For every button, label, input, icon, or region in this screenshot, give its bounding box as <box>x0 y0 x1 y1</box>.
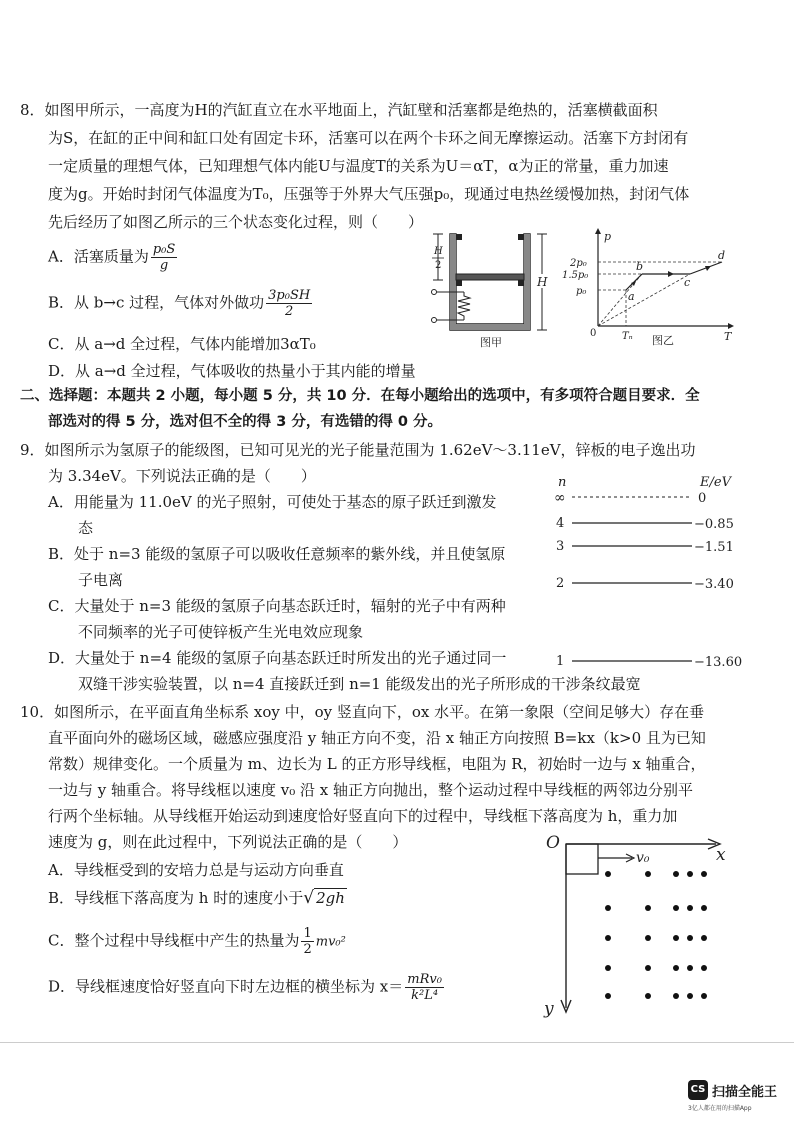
q8-line-3: 一定质量的理想气体，已知理想气体内能U与温度T的关系为U＝αT，α为正的常量，重力加速 <box>48 157 669 175</box>
q9-option-d-line-1: D．大量处于 n=4 能级的氢原子向基态跃迁时所发出的光子通过同一 <box>48 649 507 667</box>
q10-line-1: 10．如图所示，在平面直角坐标系 xoy 中，oy 竖直向下，ox 水平。在第一象限（空间足够大）存在垂 <box>20 703 705 721</box>
q10-line-2: 直平面向外的磁场区域，磁感应强度沿 y 轴正方向不变，沿 x 轴正方向按照 B=kx（k>0 且为已知 <box>48 729 706 747</box>
q10-option-a: A．导线框受到的安培力总是与运动方向垂直 <box>48 861 344 879</box>
level-n-4: 4 <box>556 516 565 531</box>
q10-option-b-text: B．导线框下落高度为 h 时的速度小于 <box>48 889 304 907</box>
q10-option-b <box>48 888 347 908</box>
top-clip-left <box>456 234 462 240</box>
q8-option-b-text: B．从 b→c 过程，气体对外做功 <box>48 293 265 312</box>
q9-line-1: 9．如图所示为氢原子的能级图，已知可见光的光子能量范围为 1.62eV～3.11eV，锌板的电子逸出功 <box>20 441 696 459</box>
level-e-3: −1.51 <box>694 540 734 555</box>
field-dot-icon <box>701 993 707 999</box>
point-d: d <box>718 249 726 262</box>
fraction-denominator: g <box>159 258 169 273</box>
page-bottom-divider <box>0 1042 794 1043</box>
q9-option-a-line-1: A．用能量为 11.0eV 的光子照射，可使处于基态的原子跃迁到激发 <box>48 493 497 511</box>
isochore-c <box>598 274 690 326</box>
level-e-2: −3.40 <box>694 577 734 592</box>
heating-coil-icon <box>458 292 470 320</box>
axis-label-p: p <box>604 230 612 243</box>
field-dot-icon <box>701 871 707 877</box>
terminal-top <box>432 290 437 295</box>
field-dot-icon <box>605 905 611 911</box>
y-label-2p0: 2p₀ <box>570 258 587 269</box>
q9-option-c-line-1: C．大量处于 n=3 能级的氢原子向基态跃迁时，辐射的光子中有两种 <box>48 597 506 615</box>
fraction-numerator: 1 <box>303 926 312 941</box>
field-dot-icon <box>645 965 651 971</box>
fraction-denominator: 2 <box>303 942 312 957</box>
terminal-bottom <box>432 318 437 323</box>
origin-label: 0 <box>590 328 597 339</box>
q8-option-a-text: A．活塞质量为 <box>48 247 149 266</box>
q10-option-d-fraction <box>405 972 444 1003</box>
q10-line-6: 速度为 g，则在此过程中，下列说法正确的是（ ） <box>48 833 408 851</box>
square-wire-frame <box>566 844 598 874</box>
cylinder-left-wall <box>450 234 456 330</box>
field-dot-icon <box>645 905 651 911</box>
level-n-inf: ∞ <box>554 490 566 506</box>
fraction-denominator: 2 <box>285 304 294 319</box>
q8-option-b <box>48 288 314 319</box>
label-half-height-bot: 2 <box>435 260 442 271</box>
point-c: c <box>684 276 691 289</box>
field-dot-icon <box>605 871 611 877</box>
sqrt-icon: √ <box>303 888 315 908</box>
field-dot-icon <box>701 905 707 911</box>
q9-option-d-line-2: 双缝干涉实验装置，以 n=4 直接跃迁到 n=1 能级发出的光子所形成的干涉条纹最宽 <box>78 675 641 693</box>
q8-option-a-fraction <box>151 242 177 273</box>
x-axis-label: x <box>716 845 726 865</box>
field-dot-icon <box>673 871 679 877</box>
figure-jia-cylinder <box>420 228 560 348</box>
piston <box>456 274 524 280</box>
field-dot-icon <box>673 965 679 971</box>
p-axis-arrow-icon <box>595 228 601 234</box>
middle-clip-left <box>456 280 462 286</box>
axis-label-t: T <box>724 330 732 343</box>
arrow-b-c-icon <box>668 271 674 277</box>
fraction-numerator: mRv₀ <box>407 972 442 987</box>
q10-option-c-text: C．整个过程中导线框中产生的热量为 <box>48 931 300 950</box>
section-2-heading-line-1: 二、选择题：本题共 2 小题，每小题 5 分，共 10 分．在每小题给出的选项中，有多项符合题目要求．全 <box>20 388 700 404</box>
y-label-p0: p₀ <box>576 286 587 297</box>
q10-option-d-text: D．导线框速度恰好竖直向下时左边框的横坐标为 x＝ <box>48 977 404 996</box>
q10-option-c-post: mv₀² <box>315 934 346 950</box>
level-n-2: 2 <box>556 576 565 591</box>
field-dot-icon <box>687 965 693 971</box>
q10-magnetic-field-figure <box>540 830 740 1020</box>
field-dot-icon <box>645 993 651 999</box>
camscanner-logo-icon: CS <box>688 1080 708 1100</box>
level-n-3: 3 <box>556 539 565 554</box>
point-a: a <box>628 290 635 303</box>
velocity-label-v0: v₀ <box>636 850 650 866</box>
q9-option-b-line-2: 子电离 <box>78 571 124 589</box>
q8-line-1: 8．如图甲所示，一高度为H的汽缸直立在水平地面上，汽缸壁和活塞都是绝热的，活塞横截面积 <box>20 101 658 119</box>
level-e-inf: 0 <box>698 491 707 506</box>
q8-line-2: 为S，在缸的正中间和缸口处有固定卡环，活塞可以在两个卡环之间无摩擦运动。活塞下方封闭有 <box>48 129 689 147</box>
q8-line-5: 先后经历了如图乙所示的三个状态变化过程，则（ ） <box>48 213 424 231</box>
q10-option-c <box>48 926 346 957</box>
q9-option-a-line-2: 态 <box>78 519 94 537</box>
y-axis-label: y <box>544 999 554 1019</box>
cylinder-right-wall <box>524 234 530 330</box>
q10-option-d <box>48 972 446 1003</box>
q8-option-c: C．从 a→d 全过程，气体内能增加3αT₀ <box>48 335 316 353</box>
field-dot-icon <box>645 935 651 941</box>
q8-option-b-fraction <box>266 288 312 319</box>
q9-option-b-line-1: B．处于 n=3 能级的氢原子可以吸收任意频率的紫外线，并且使氢原 <box>48 545 506 563</box>
q10-line-5: 行两个坐标轴。从导线框开始运动到速度恰好竖直向下的过程中，导线框下落高度为 h，重力加 <box>48 807 678 825</box>
level-e-1: −13.60 <box>694 655 743 670</box>
fraction-denominator: k²L⁴ <box>411 988 439 1003</box>
level-n-1: 1 <box>556 654 565 669</box>
q10-option-c-fraction <box>301 926 313 957</box>
fraction-numerator: 3p₀SH <box>268 288 311 303</box>
label-half-height-top: H <box>434 246 443 257</box>
x-label-tn: Tₙ <box>622 331 633 342</box>
header-e: E/eV <box>700 475 731 490</box>
q10-line-3: 常数）规律变化。一个质量为 m、边长为 L 的正方形导线框，电阻为 R，初始时一边与 x 轴重合， <box>48 755 706 773</box>
figure-jia-caption: 图甲 <box>480 336 502 349</box>
camscanner-logo-text: 扫描全能王 <box>712 1084 778 1100</box>
field-dot-icon <box>673 905 679 911</box>
q8-option-a <box>48 242 179 273</box>
field-dot-icon <box>687 871 693 877</box>
field-dot-icon <box>605 993 611 999</box>
header-n: n <box>558 475 567 490</box>
origin-label-o: O <box>546 833 560 853</box>
field-dot-icon <box>701 935 707 941</box>
camscanner-watermark <box>688 1080 777 1112</box>
top-clip-right <box>518 234 524 240</box>
cylinder-bottom <box>450 324 530 330</box>
fraction-numerator: p₀S <box>152 242 176 257</box>
figure-yi-caption: 图乙 <box>652 334 674 347</box>
q8-line-4: 度为g。开始时封闭气体温度为T₀，压强等于外界大气压强p₀，现通过电热丝缓慢加热，封闭气体 <box>48 185 690 203</box>
q8-option-d: D．从 a→d 全过程，气体吸收的热量小于其内能的增量 <box>48 362 416 380</box>
q9-line-2: 为 3.34eV。下列说法正确的是（ ） <box>48 467 316 485</box>
point-b: b <box>636 260 644 273</box>
camscanner-logo-subtext: 3亿人都在用的扫描App <box>688 1105 752 1112</box>
field-dot-icon <box>605 935 611 941</box>
field-dot-icon <box>673 993 679 999</box>
field-dot-icon <box>687 905 693 911</box>
field-dot-icon <box>701 965 707 971</box>
q9-option-c-line-2: 不同频率的光子可使锌板产生光电效应现象 <box>78 623 364 641</box>
level-e-4: −0.85 <box>694 517 734 532</box>
t-axis-arrow-icon <box>728 323 734 329</box>
section-2-heading-line-2: 部选对的得 5 分，选对但不全的得 3 分，有选错的得 0 分。 <box>48 414 443 430</box>
y-label-1.5p0: 1.5p₀ <box>562 270 589 281</box>
label-height: H <box>537 275 548 289</box>
energy-level-diagram <box>550 470 750 670</box>
q10-line-4: 一边与 y 轴重合。将导线框以速度 v₀ 沿 x 轴正方向抛出，整个运动过程中导线框的两邻边分别平 <box>48 781 694 799</box>
middle-clip-right <box>518 280 524 286</box>
figure-yi-pt-graph <box>560 226 740 348</box>
sqrt-radicand: 2gh <box>316 889 345 907</box>
field-dot-icon <box>605 965 611 971</box>
magnetic-field-dots <box>605 871 707 999</box>
field-dot-icon <box>687 935 693 941</box>
field-dot-icon <box>673 935 679 941</box>
field-dot-icon <box>687 993 693 999</box>
field-dot-icon <box>645 871 651 877</box>
